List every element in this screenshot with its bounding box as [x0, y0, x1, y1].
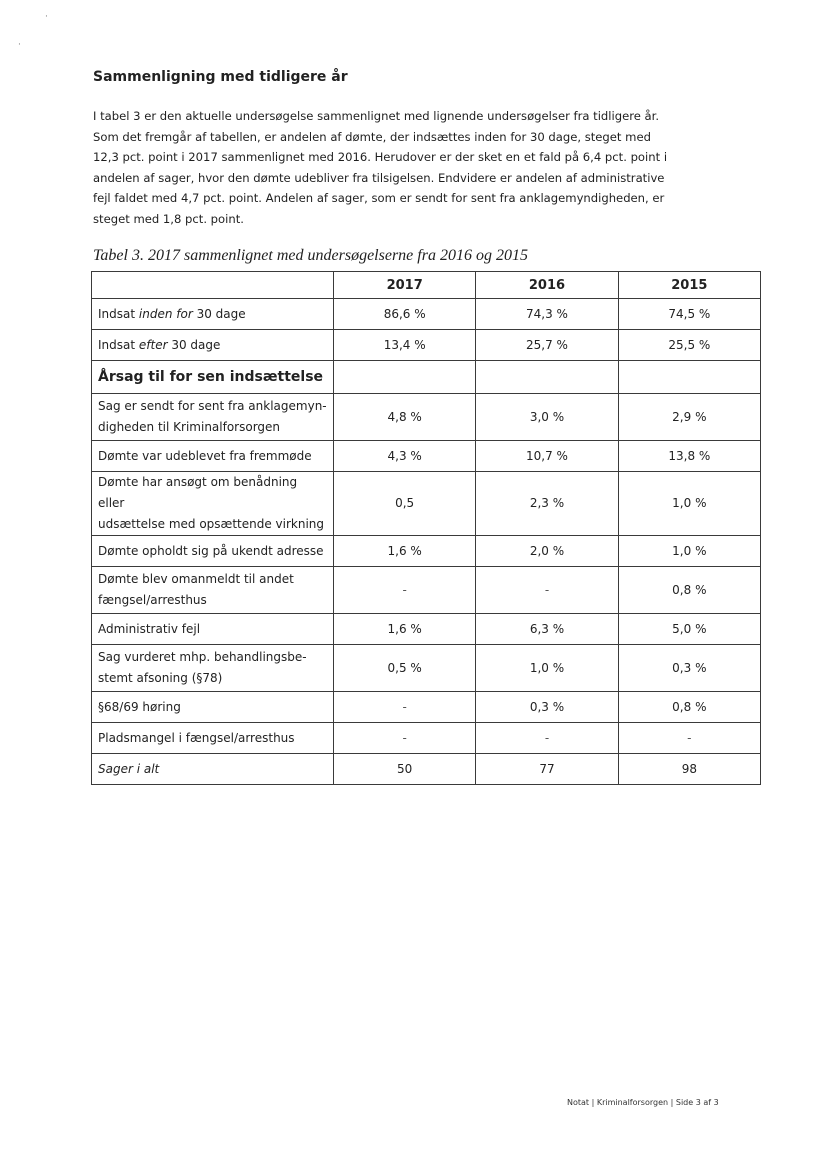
row-label-text: Indsat [98, 338, 139, 352]
cell-value: 0,3 % [529, 700, 565, 714]
value-cell [618, 330, 760, 361]
cell-value: 0,3 % [672, 660, 707, 675]
value-cell [334, 754, 476, 785]
value-cell [476, 754, 618, 785]
value-cell [476, 472, 618, 536]
cell-value: 3,0 % [529, 409, 565, 424]
table-row [92, 394, 761, 441]
row-label-line: Dømte har ansøgt om benådning eller [98, 475, 298, 510]
row-label-text: 30 dage [192, 307, 246, 321]
row-label-line: Dømte blev omanmeldt til andet [98, 572, 294, 586]
table-row [92, 536, 761, 567]
row-label-cell [92, 441, 334, 472]
table-row [92, 441, 761, 472]
cell-value: - [544, 582, 550, 597]
value-cell [618, 723, 760, 754]
cell-value: 74,3 % [526, 307, 568, 321]
row-label-cell [92, 299, 334, 330]
table-row [92, 645, 761, 692]
cell-value: 74,5 % [668, 307, 711, 321]
cell-value: 10,7 % [526, 449, 568, 463]
cell-value: 0,8 % [672, 582, 707, 597]
year-label: 2017 [386, 277, 423, 293]
cell-value: - [544, 731, 550, 745]
row-label-line: udsættelse med opsættende virkning [98, 517, 325, 531]
paragraph-line: andelen af sager, hvor den dømte udebliver fra tilsigelsen. Endvidere er andelen af administrative [93, 170, 665, 185]
cell-value: 25,7 % [526, 338, 568, 352]
cell-value: 2,3 % [529, 496, 565, 510]
empty-cell [476, 361, 618, 394]
row-label-line: Sag er sendt for sent fra anklagemyn- [98, 399, 327, 413]
cell-value: 4,3 % [387, 449, 422, 463]
value-cell [618, 299, 760, 330]
paragraph-line: fejl faldet med 4,7 pct. point. Andelen af sager, som er sendt for sent fra anklagemyndigheden, er [93, 191, 665, 206]
row-label-cell [92, 330, 334, 361]
value-cell [476, 723, 618, 754]
table-section-row [92, 361, 761, 394]
row-label-cell [92, 361, 334, 394]
table-row [92, 472, 761, 536]
value-cell [618, 536, 760, 567]
value-cell [334, 723, 476, 754]
value-cell [334, 536, 476, 567]
value-cell [334, 330, 476, 361]
cell-value: - [402, 582, 407, 597]
cell-value: 2,0 % [529, 544, 565, 558]
value-cell [476, 645, 618, 692]
paragraph-line: steget med 1,8 pct. point. [93, 211, 244, 226]
row-label-cell [92, 692, 334, 723]
cell-value: 5,0 % [672, 622, 707, 636]
cell-value: 0,5 [395, 496, 415, 510]
row-label-line: digheden til Kriminalforsorgen [98, 420, 281, 434]
page-footer: Notat | Kriminalforsorgen | Side 3 af 3 [567, 1098, 719, 1107]
cell-value: 86,6 % [383, 307, 426, 321]
empty-cell [334, 361, 476, 394]
value-cell [618, 394, 760, 441]
value-cell [334, 614, 476, 645]
table-row [92, 330, 761, 361]
cell-value: 13,4 % [383, 338, 426, 352]
row-label-cell [92, 472, 334, 536]
year-header-cell [334, 272, 476, 299]
cell-value: 2,9 % [672, 409, 707, 424]
row-label-cell [92, 614, 334, 645]
value-cell [476, 567, 618, 614]
row-label-emphasis: efter [138, 338, 168, 352]
value-cell [476, 614, 618, 645]
value-cell [334, 299, 476, 330]
year-header-cell [618, 272, 760, 299]
row-label-line: Dømte var udeblevet fra fremmøde [98, 449, 312, 463]
value-cell [476, 394, 618, 441]
table-caption: Tabel 3. 2017 sammenlignet med undersøgelserne fra 2016 og 2015 [93, 247, 528, 264]
paragraph-line: 12,3 pct. point i 2017 sammenlignet med 2016. Herudover er der sket en et fald på 6,4 pct. point i [93, 150, 668, 165]
value-cell [618, 472, 760, 536]
value-cell [618, 645, 760, 692]
cell-value: 1,0 % [672, 496, 707, 510]
row-label-line: stemt afsoning (§78) [98, 671, 223, 685]
year-label: 2016 [528, 277, 566, 293]
value-cell [334, 472, 476, 536]
cell-value: 50 [397, 762, 413, 776]
section-heading: Sammenligning med tidligere år [93, 69, 348, 85]
value-cell [618, 441, 760, 472]
value-cell [334, 645, 476, 692]
table-row [92, 692, 761, 723]
row-label-emphasis: inden for [138, 307, 193, 321]
cell-value: 0,8 % [672, 700, 707, 714]
row-label-line: Administrativ fejl [98, 622, 201, 636]
row-label-emphasis: Sager i alt [98, 762, 160, 776]
row-label-cell [92, 567, 334, 614]
section-label: Årsag til for sen indsættelse [98, 369, 324, 385]
row-label-line: Sag vurderet mhp. behandlingsbe- [98, 650, 307, 664]
cell-value: 1,6 % [387, 622, 422, 636]
value-cell [476, 536, 618, 567]
cell-value: 6,3 % [529, 622, 565, 636]
row-label-cell [92, 723, 334, 754]
year-label: 2015 [671, 277, 708, 293]
cell-value: 1,0 % [672, 544, 707, 558]
cell-value: 4,8 % [387, 409, 422, 424]
value-cell [334, 394, 476, 441]
paragraph-line: I tabel 3 er den aktuelle undersøgelse sammenlignet med lignende undersøgelser fra tidligere år. [93, 109, 660, 123]
row-label-line: fængsel/arresthus [98, 593, 207, 607]
row-label-line: §68/69 høring [98, 700, 181, 714]
row-label-line: Pladsmangel i fængsel/arresthus [98, 731, 295, 745]
value-cell [476, 441, 618, 472]
value-cell [334, 692, 476, 723]
header-blank-cell [92, 272, 334, 299]
value-cell [334, 567, 476, 614]
cell-value: - [402, 700, 407, 714]
value-cell [618, 754, 760, 785]
table-row [92, 567, 761, 614]
row-label-cell [92, 394, 334, 441]
row-label-cell [92, 645, 334, 692]
cell-value: 25,5 % [668, 338, 711, 352]
table-row [92, 614, 761, 645]
cell-value: - [402, 731, 407, 745]
cell-value: 77 [539, 762, 555, 776]
row-label-cell [92, 536, 334, 567]
year-header-cell [476, 272, 618, 299]
empty-cell [618, 361, 760, 394]
cell-value: 0,5 % [387, 660, 422, 675]
cell-value: - [687, 731, 692, 745]
row-label-cell [92, 754, 334, 785]
value-cell [618, 567, 760, 614]
cell-value: 98 [681, 762, 697, 776]
row-label-line: Dømte opholdt sig på ukendt adresse [98, 544, 324, 558]
value-cell [618, 692, 760, 723]
row-label-text: Indsat [98, 307, 139, 321]
comparison-table [91, 271, 761, 785]
value-cell [618, 614, 760, 645]
table-row [92, 723, 761, 754]
value-cell [476, 299, 618, 330]
intro-paragraph [93, 106, 713, 230]
table-row [92, 299, 761, 330]
table-header-row [92, 272, 761, 299]
row-label-text: 30 dage [167, 338, 221, 352]
scan-mark: · [18, 40, 21, 50]
table-row [92, 754, 761, 785]
cell-value: 1,0 % [529, 660, 565, 675]
value-cell [476, 330, 618, 361]
scan-mark: · [45, 12, 48, 22]
value-cell [476, 692, 618, 723]
cell-value: 1,6 % [387, 544, 422, 558]
cell-value: 13,8 % [668, 449, 711, 463]
paragraph-line: Som det fremgår af tabellen, er andelen af dømte, der indsættes inden for 30 dage, steget med [93, 129, 651, 144]
value-cell [334, 441, 476, 472]
